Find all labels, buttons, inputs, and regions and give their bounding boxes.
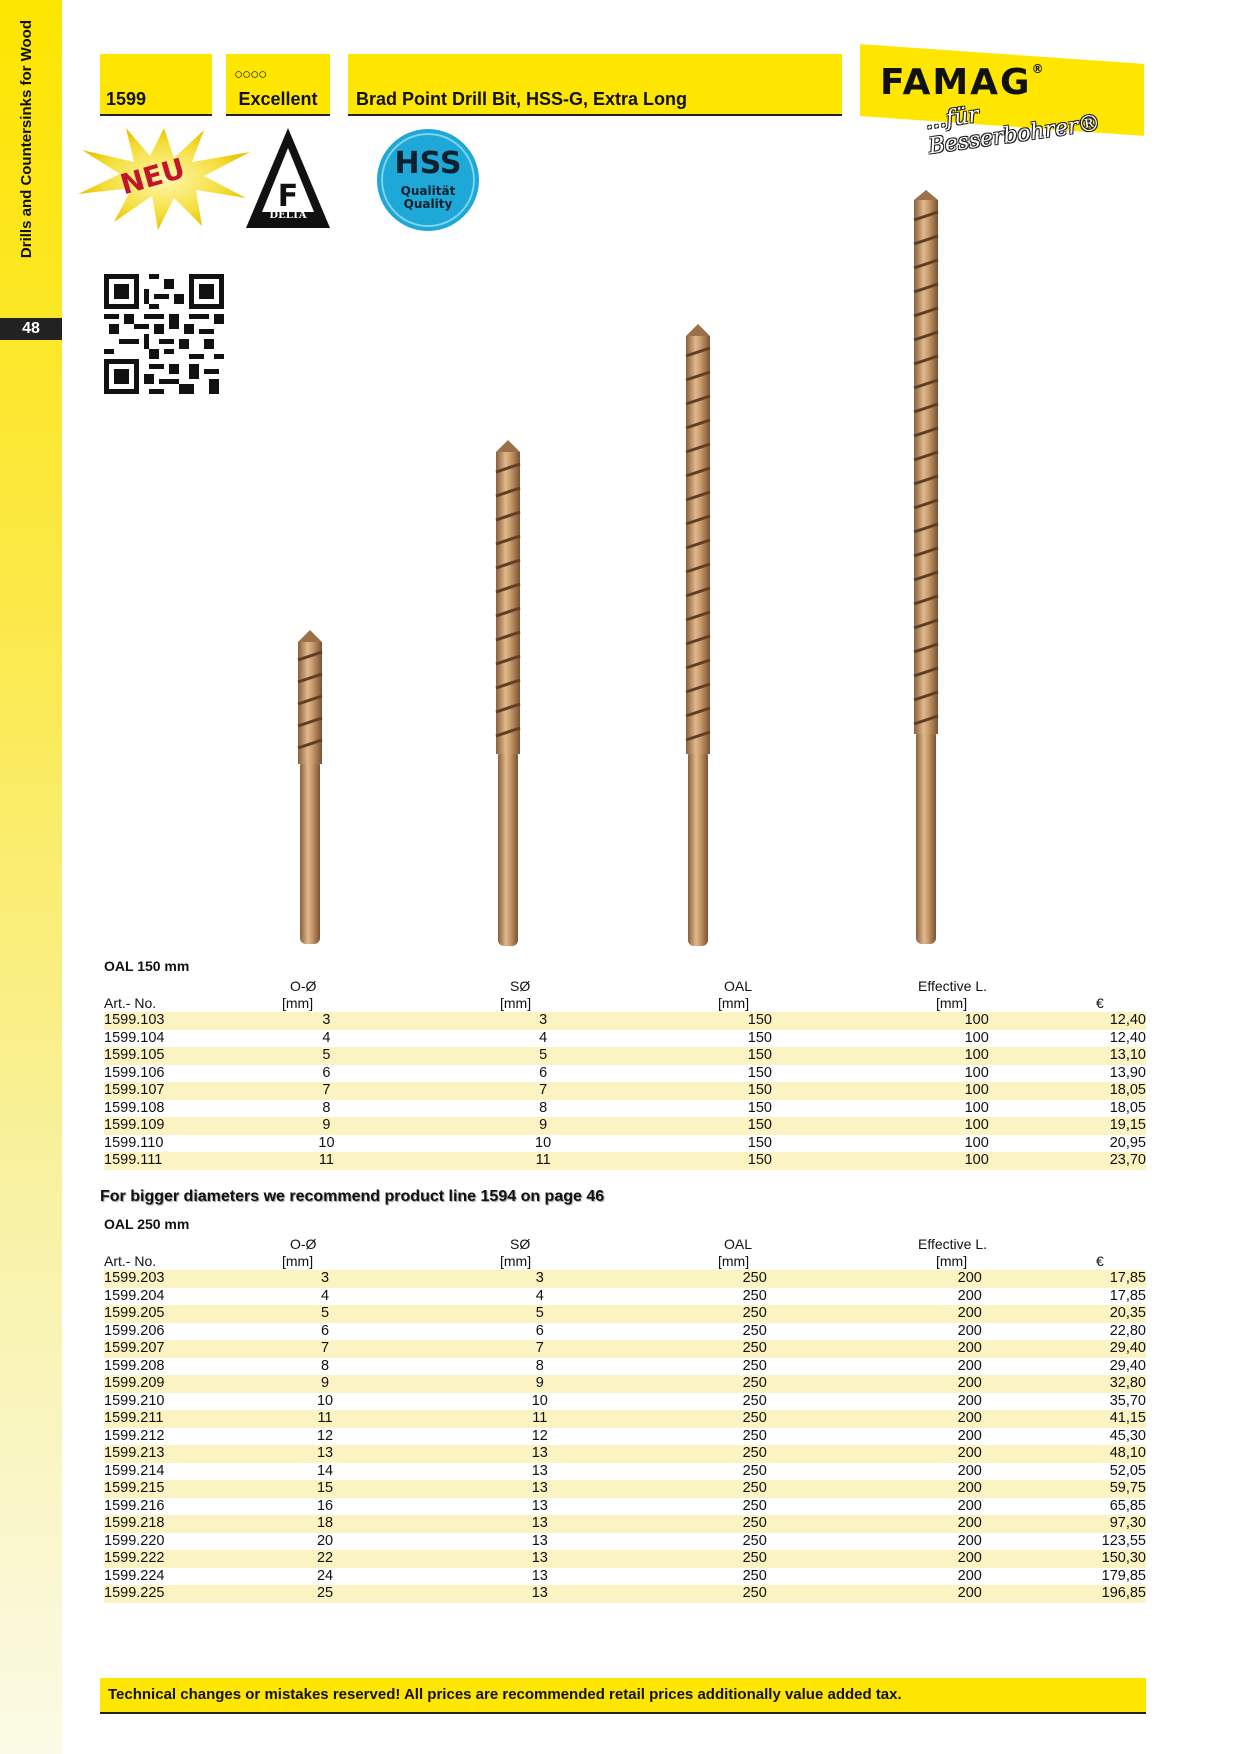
page-number: 48 <box>0 318 62 340</box>
table-row <box>104 1082 1146 1100</box>
delta-word: DELTA <box>269 210 307 221</box>
effective-length-cell: 200 <box>838 1445 1102 1463</box>
col-oal-unit: [mm] <box>718 1253 750 1269</box>
col-art-header: Art.- No. <box>104 995 157 1011</box>
outer-diameter-cell: 12 <box>316 1427 334 1444</box>
table-row <box>104 1533 1146 1551</box>
table-row <box>104 1445 1146 1463</box>
table-150-title: OAL 150 mm <box>104 958 190 974</box>
art-no-cell: 1599.212 <box>104 1427 165 1444</box>
oal-cell: 250 <box>672 1480 838 1498</box>
art-no-cell: 1599.207 <box>104 1340 242 1358</box>
section-label: Drills and Countersinks for Wood <box>18 20 35 259</box>
outer-diameter-cell: 16 <box>316 1497 334 1514</box>
table-row <box>104 1100 1146 1118</box>
product-title-box <box>348 54 842 116</box>
effective-length-cell: 200 <box>957 1462 982 1479</box>
shank-diameter-cell: 6 <box>539 1064 548 1081</box>
shank-diameter-cell: 8 <box>539 1099 548 1116</box>
art-no-cell: 1599.225 <box>104 1585 242 1603</box>
table-row <box>104 1152 1146 1170</box>
shank-diameter-cell: 11 <box>408 1410 672 1428</box>
shank-diameter-cell: 13 <box>408 1585 672 1603</box>
drill-bits-illustration <box>260 190 1000 950</box>
price-cell: 23,70 <box>1109 1152 1146 1168</box>
price-cell: 45,30 <box>1109 1427 1146 1444</box>
famag-logo <box>860 54 1152 160</box>
effective-length-cell: 100 <box>844 1117 1110 1135</box>
col-eur-header: € <box>1096 995 1104 1011</box>
shank-diameter-cell: 6 <box>535 1322 544 1339</box>
effective-length-cell: 100 <box>844 1012 1110 1030</box>
effective-length-cell: 100 <box>964 1134 989 1151</box>
outer-diameter-cell: 6 <box>320 1322 330 1339</box>
oal-cell: 150 <box>676 1047 844 1065</box>
art-no-cell: 1599.215 <box>104 1480 242 1498</box>
price-cell: 41,15 <box>1102 1410 1146 1428</box>
col-od-unit: [mm] <box>282 995 314 1011</box>
shank-diameter-cell: 13 <box>531 1462 548 1479</box>
outer-diameter-cell: 24 <box>316 1567 334 1584</box>
table-row <box>104 1463 1146 1481</box>
price-cell: 18,05 <box>1109 1082 1146 1098</box>
outer-diameter-cell: 6 <box>322 1064 331 1081</box>
qr-code-icon[interactable] <box>104 274 224 394</box>
table-row <box>104 1480 1146 1498</box>
oal-cell: 250 <box>672 1585 838 1603</box>
shank-diameter-cell: 5 <box>410 1047 676 1065</box>
outer-diameter-cell: 7 <box>242 1340 408 1358</box>
delta-letter: F <box>277 179 299 214</box>
art-no-cell: 1599.224 <box>104 1567 165 1584</box>
table-row <box>104 1135 1146 1153</box>
shank-diameter-cell: 13 <box>408 1550 672 1568</box>
oal-cell: 250 <box>672 1410 838 1428</box>
effective-length-cell: 200 <box>838 1270 1102 1288</box>
table-row <box>104 1498 1146 1516</box>
effective-length-cell: 200 <box>838 1585 1102 1603</box>
col-od-header: O-Ø <box>290 1236 317 1252</box>
oal-cell: 250 <box>742 1532 767 1549</box>
shank-diameter-cell: 4 <box>539 1029 548 1046</box>
rating-box <box>226 54 330 116</box>
product-number-box <box>100 54 212 116</box>
art-no-cell: 1599.218 <box>104 1515 242 1533</box>
art-no-cell: 1599.103 <box>104 1012 243 1030</box>
outer-diameter-cell: 18 <box>242 1515 408 1533</box>
shank-diameter-cell: 5 <box>408 1305 672 1323</box>
table-oal-250 <box>104 1270 1146 1603</box>
hss-main-text: HSS <box>394 146 462 181</box>
col-eff-unit: [mm] <box>936 1253 968 1269</box>
oal-cell: 150 <box>747 1134 772 1151</box>
outer-diameter-cell: 4 <box>320 1287 330 1304</box>
price-cell: 19,15 <box>1109 1117 1146 1133</box>
shank-diameter-cell: 3 <box>408 1270 672 1288</box>
oal-cell: 250 <box>742 1322 767 1339</box>
col-eff-unit: [mm] <box>936 995 968 1011</box>
oal-cell: 250 <box>742 1567 767 1584</box>
outer-diameter-cell: 15 <box>242 1480 408 1498</box>
col-oal-header: OAL <box>724 1236 753 1252</box>
table-row <box>104 1375 1146 1393</box>
effective-length-cell: 200 <box>957 1357 982 1374</box>
price-cell: 13,90 <box>1109 1064 1146 1081</box>
outer-diameter-cell: 20 <box>316 1532 334 1549</box>
col-od-unit: [mm] <box>282 1253 314 1269</box>
effective-length-cell: 200 <box>957 1567 982 1584</box>
col-oal-header: OAL <box>724 978 753 994</box>
art-no-cell: 1599.104 <box>104 1029 165 1046</box>
oal-cell: 250 <box>742 1287 767 1304</box>
art-no-cell: 1599.210 <box>104 1392 165 1409</box>
effective-length-cell: 100 <box>844 1082 1110 1100</box>
art-no-cell: 1599.109 <box>104 1117 243 1135</box>
price-cell: 29,40 <box>1109 1357 1146 1374</box>
oal-cell: 150 <box>676 1012 844 1030</box>
col-sd-header: SØ <box>510 1236 531 1252</box>
table-row <box>104 1323 1146 1341</box>
hss-line1: Qualität <box>400 184 456 198</box>
art-no-cell: 1599.213 <box>104 1445 242 1463</box>
art-no-cell: 1599.110 <box>104 1134 164 1151</box>
art-no-cell: 1599.105 <box>104 1047 243 1065</box>
hss-line2: Quality <box>403 197 453 211</box>
outer-diameter-cell: 5 <box>243 1047 410 1065</box>
price-cell: 150,30 <box>1101 1550 1146 1566</box>
price-cell: 18,05 <box>1109 1099 1146 1116</box>
shank-diameter-cell: 13 <box>531 1497 548 1514</box>
product-title: Brad Point Drill Bit, HSS-G, Extra Long <box>356 89 688 109</box>
oal-cell: 250 <box>742 1357 767 1374</box>
art-no-cell: 1599.208 <box>104 1357 165 1374</box>
new-badge-text: NEU <box>116 151 189 202</box>
effective-length-cell: 200 <box>838 1375 1102 1393</box>
table-row <box>104 1288 1146 1306</box>
price-cell: 12,40 <box>1109 1029 1146 1046</box>
price-cell: 48,10 <box>1102 1445 1146 1463</box>
art-no-cell: 1599.108 <box>104 1099 165 1116</box>
outer-diameter-cell: 3 <box>243 1012 410 1030</box>
oal-cell: 150 <box>747 1099 772 1116</box>
shank-diameter-cell: 10 <box>535 1134 552 1151</box>
effective-length-cell: 100 <box>964 1099 989 1116</box>
oal-cell: 250 <box>672 1270 838 1288</box>
effective-length-cell: 200 <box>957 1392 982 1409</box>
table-row <box>104 1270 1146 1288</box>
drill-bit-extra-long <box>914 190 938 944</box>
oal-cell: 250 <box>672 1515 838 1533</box>
shank-diameter-cell: 4 <box>535 1287 544 1304</box>
outer-diameter-cell: 8 <box>320 1357 330 1374</box>
oal-cell: 150 <box>676 1152 844 1170</box>
price-cell: 17,85 <box>1102 1270 1146 1288</box>
table-250-title: OAL 250 mm <box>104 1216 190 1232</box>
table-row <box>104 1340 1146 1358</box>
oal-cell: 250 <box>742 1462 767 1479</box>
table-row <box>104 1585 1146 1603</box>
table-row <box>104 1305 1146 1323</box>
recommendation-note: For bigger diameters we recommend product line 1594 on page 46 <box>100 1188 605 1205</box>
price-cell: 20,35 <box>1102 1305 1146 1323</box>
table-row <box>104 1117 1146 1135</box>
art-no-cell: 1599.107 <box>104 1082 243 1100</box>
table-row <box>104 1515 1146 1533</box>
outer-diameter-cell: 4 <box>322 1029 331 1046</box>
product-number: 1599 <box>106 89 147 109</box>
outer-diameter-cell: 7 <box>243 1082 410 1100</box>
outer-diameter-cell: 10 <box>318 1134 335 1151</box>
table-row <box>104 1065 1146 1083</box>
oal-cell: 250 <box>672 1550 838 1568</box>
effective-length-cell: 200 <box>957 1322 982 1339</box>
art-no-cell: 1599.111 <box>104 1152 243 1170</box>
effective-length-cell: 200 <box>957 1427 982 1444</box>
price-cell: 196,85 <box>1101 1585 1146 1601</box>
oal-cell: 250 <box>742 1427 767 1444</box>
shank-diameter-cell: 11 <box>410 1152 676 1170</box>
effective-length-cell: 100 <box>964 1064 989 1081</box>
price-cell: 22,80 <box>1109 1322 1146 1339</box>
art-no-cell: 1599.203 <box>104 1270 242 1288</box>
col-eff-header: Effective L. <box>918 978 988 994</box>
col-art-header: Art.- No. <box>104 1253 157 1269</box>
outer-diameter-cell: 9 <box>243 1117 410 1135</box>
oal-cell: 250 <box>672 1340 838 1358</box>
col-sd-unit: [mm] <box>500 995 532 1011</box>
table-row <box>104 1568 1146 1586</box>
outer-diameter-cell: 11 <box>243 1152 410 1170</box>
price-cell: 59,75 <box>1102 1480 1146 1498</box>
table-row <box>104 1358 1146 1376</box>
footer-disclaimer: Technical changes or mistakes reserved! All prices are recommended retail prices additionally value added tax. <box>108 1686 902 1703</box>
price-cell: 35,70 <box>1109 1392 1146 1409</box>
col-eur-header: € <box>1096 1253 1104 1269</box>
oal-cell: 250 <box>672 1375 838 1393</box>
new-badge <box>74 122 254 232</box>
price-cell: 179,85 <box>1101 1567 1146 1584</box>
drill-bit-medium <box>496 440 520 946</box>
oal-cell: 150 <box>676 1117 844 1135</box>
shank-diameter-cell: 3 <box>410 1012 676 1030</box>
table-row <box>104 1047 1146 1065</box>
oal-cell: 150 <box>747 1064 772 1081</box>
effective-length-cell: 100 <box>964 1029 989 1046</box>
shank-diameter-cell: 10 <box>531 1392 548 1409</box>
col-sd-unit: [mm] <box>500 1253 532 1269</box>
effective-length-cell: 200 <box>838 1550 1102 1568</box>
oal-cell: 250 <box>742 1392 767 1409</box>
footer-bar <box>100 1678 1146 1714</box>
price-cell: 97,30 <box>1102 1515 1146 1533</box>
effective-length-cell: 200 <box>957 1287 982 1304</box>
price-cell: 12,40 <box>1109 1012 1146 1028</box>
outer-diameter-cell: 8 <box>322 1099 331 1116</box>
oal-cell: 150 <box>676 1082 844 1100</box>
outer-diameter-cell: 14 <box>316 1462 334 1479</box>
art-no-cell: 1599.205 <box>104 1305 242 1323</box>
table-row <box>104 1030 1146 1048</box>
oal-cell: 250 <box>742 1497 767 1514</box>
outer-diameter-cell: 25 <box>242 1585 408 1603</box>
art-no-cell: 1599.220 <box>104 1532 165 1549</box>
oal-cell: 250 <box>672 1305 838 1323</box>
table-row <box>104 1428 1146 1446</box>
art-no-cell: 1599.106 <box>104 1064 165 1081</box>
shank-diameter-cell: 8 <box>535 1357 544 1374</box>
table-row <box>104 1393 1146 1411</box>
shank-diameter-cell: 7 <box>408 1340 672 1358</box>
price-cell: 123,55 <box>1101 1532 1146 1549</box>
shank-diameter-cell: 13 <box>408 1515 672 1533</box>
effective-length-cell: 200 <box>838 1305 1102 1323</box>
shank-diameter-cell: 13 <box>408 1480 672 1498</box>
price-cell: 20,95 <box>1109 1134 1146 1151</box>
table-row <box>104 1012 1146 1030</box>
art-no-cell: 1599.206 <box>104 1322 165 1339</box>
art-no-cell: 1599.211 <box>104 1410 242 1428</box>
price-cell: 52,05 <box>1109 1462 1146 1479</box>
shank-diameter-cell: 13 <box>408 1445 672 1463</box>
price-cell: 29,40 <box>1102 1340 1146 1358</box>
table-row <box>104 1550 1146 1568</box>
outer-diameter-cell: 10 <box>316 1392 334 1409</box>
shank-diameter-cell: 12 <box>531 1427 548 1444</box>
art-no-cell: 1599.204 <box>104 1287 165 1304</box>
effective-length-cell: 200 <box>957 1532 982 1549</box>
price-cell: 32,80 <box>1102 1375 1146 1393</box>
price-cell: 13,10 <box>1109 1047 1146 1063</box>
price-cell: 65,85 <box>1109 1497 1146 1514</box>
outer-diameter-cell: 9 <box>242 1375 408 1393</box>
effective-length-cell: 200 <box>838 1480 1102 1498</box>
shank-diameter-cell: 13 <box>531 1567 548 1584</box>
art-no-cell: 1599.222 <box>104 1550 242 1568</box>
outer-diameter-cell: 3 <box>242 1270 408 1288</box>
outer-diameter-cell: 11 <box>242 1410 408 1428</box>
logo-slogan: ...für Besserbohrer® <box>923 102 1102 160</box>
outer-diameter-cell: 13 <box>242 1445 408 1463</box>
shank-diameter-cell: 9 <box>408 1375 672 1393</box>
effective-length-cell: 200 <box>957 1497 982 1514</box>
logo-name: FAMAG® <box>880 62 1046 103</box>
drill-bit-long <box>686 324 710 946</box>
shank-diameter-cell: 9 <box>410 1117 676 1135</box>
col-sd-header: SØ <box>510 978 531 994</box>
col-od-header: O-Ø <box>290 978 317 994</box>
effective-length-cell: 200 <box>838 1340 1102 1358</box>
oal-cell: 150 <box>747 1029 772 1046</box>
effective-length-cell: 200 <box>838 1410 1102 1428</box>
rating-rings-icon: ○○○○ <box>234 66 267 83</box>
rating-label: Excellent <box>238 89 318 109</box>
art-no-cell: 1599.216 <box>104 1497 165 1514</box>
col-oal-unit: [mm] <box>718 995 750 1011</box>
table-oal-150 <box>104 1012 1146 1170</box>
oal-cell: 250 <box>672 1445 838 1463</box>
table-row <box>104 1410 1146 1428</box>
col-eff-header: Effective L. <box>918 1236 988 1252</box>
price-cell: 17,85 <box>1109 1287 1146 1304</box>
effective-length-cell: 100 <box>844 1047 1110 1065</box>
art-no-cell: 1599.209 <box>104 1375 242 1393</box>
effective-length-cell: 100 <box>844 1152 1110 1170</box>
outer-diameter-cell: 22 <box>242 1550 408 1568</box>
effective-length-cell: 200 <box>838 1515 1102 1533</box>
drill-bit-small <box>298 630 322 944</box>
outer-diameter-cell: 5 <box>242 1305 408 1323</box>
art-no-cell: 1599.214 <box>104 1462 165 1479</box>
shank-diameter-cell: 13 <box>531 1532 548 1549</box>
shank-diameter-cell: 7 <box>410 1082 676 1100</box>
